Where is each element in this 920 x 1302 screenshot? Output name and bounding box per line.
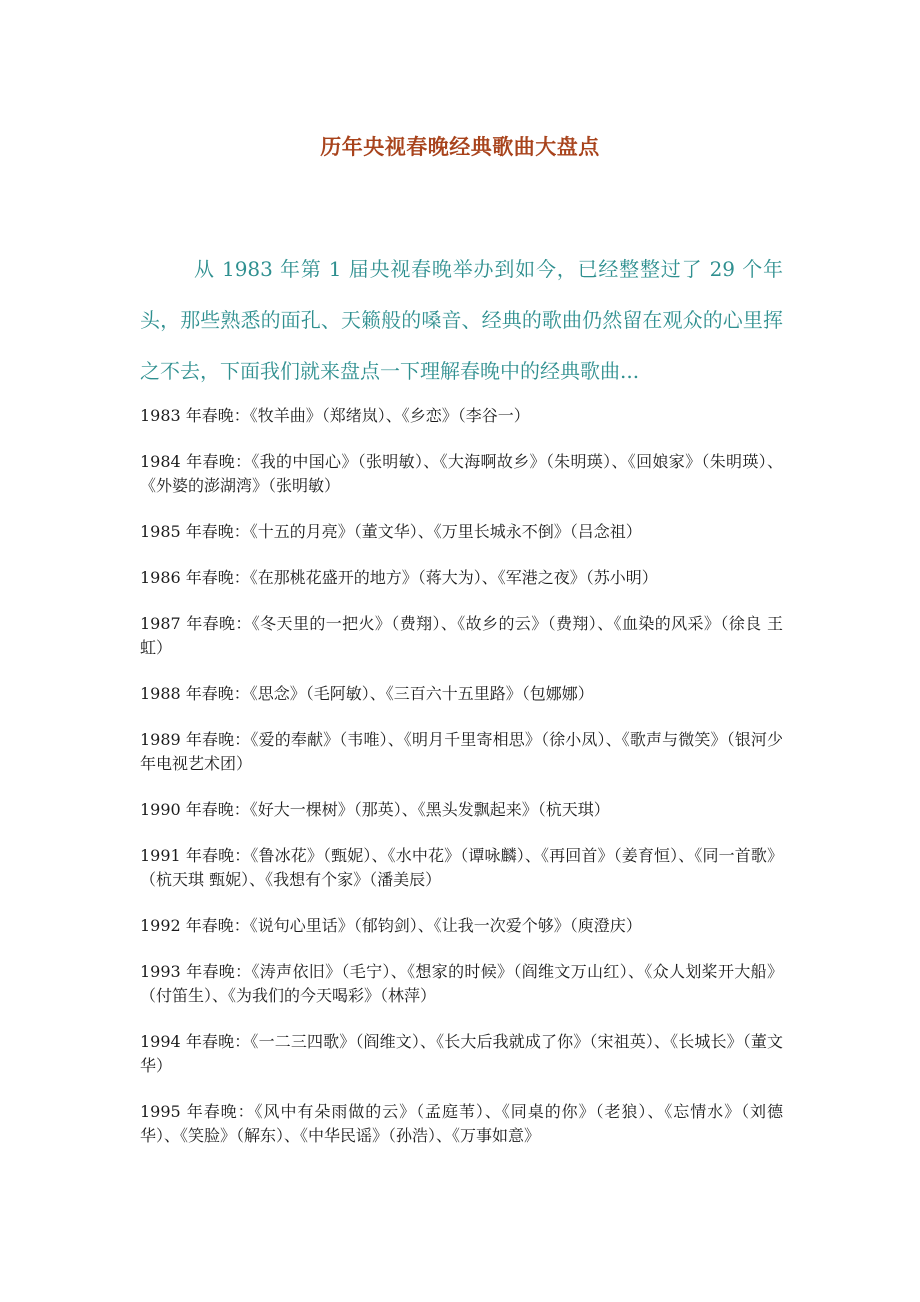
year-entry-1992: 1992 年春晚：《说句心里话》（郁钧剑）、《让我一次爱个够》（庾澄庆）	[140, 916, 642, 935]
intro-paragraph: 从 1983 年第 1 届央视春晚举办到如今，已经整整过了 29 个年头，那些熟悉的面孔、天籁般的嗓音、经典的歌曲仍然留在观众的心里挥之不去，下面我们就来盘点一下理解春晚中的经典歌曲...	[140, 257, 783, 383]
year-entry-1985: 1985 年春晚：《十五的月亮》（董文华）、《万里长城永不倒》（吕念祖）	[140, 522, 642, 541]
year-entry-1987: 1987 年春晚：《冬天里的一把火》（费翔）、《故乡的云》（费翔）、《血染的风采》（徐良 王虹）	[140, 614, 783, 657]
year-entry-1984: 1984 年春晚：《我的中国心》（张明敏）、《大海啊故乡》（朱明瑛）、《回娘家》（朱明瑛）、《外婆的澎湖湾》（张明敏）	[140, 452, 783, 495]
year-entry-1995: 1995 年春晚：《风中有朵雨做的云》（孟庭苇）、《同桌的你》（老狼）、《忘情水》（刘德华）、《笑脸》（解东）、《中华民谣》（孙浩）、《万事如意》	[140, 1102, 783, 1145]
year-entry-1993: 1993 年春晚：《涛声依旧》（毛宁）、《想家的时候》（阎维文万山红）、《众人划桨开大船》（付笛生）、《为我们的今天喝彩》（林萍）	[140, 962, 783, 1005]
year-entry-1990: 1990 年春晚：《好大一棵树》（那英）、《黑头发飘起来》（杭天琪）	[140, 800, 610, 819]
document-title: 历年央视春晚经典歌曲大盘点	[320, 134, 600, 159]
year-entry-1986: 1986 年春晚：《在那桃花盛开的地方》（蒋大为）、《军港之夜》（苏小明）	[140, 568, 658, 587]
year-entry-1994: 1994 年春晚：《一二三四歌》（阎维文）、《长大后我就成了你》（宋祖英）、《长城长》（董文华）	[140, 1032, 783, 1075]
year-entry-1983: 1983 年春晚：《牧羊曲》（郑绪岚）、《乡恋》（李谷一）	[140, 406, 530, 425]
year-entry-1989: 1989 年春晚：《爱的奉献》（韦唯）、《明月千里寄相思》（徐小凤）、《歌声与微笑》（银河少年电视艺术团）	[140, 730, 783, 773]
year-entry-1988: 1988 年春晚：《思念》（毛阿敏）、《三百六十五里路》（包娜娜）	[140, 684, 594, 703]
song-list	[140, 404, 783, 1170]
year-entry-1991: 1991 年春晚：《鲁冰花》（甄妮）、《水中花》（谭咏麟）、《再回首》（姜育恒）、《同一首歌》（杭天琪 甄妮）、《我想有个家》（潘美辰）	[140, 846, 783, 889]
